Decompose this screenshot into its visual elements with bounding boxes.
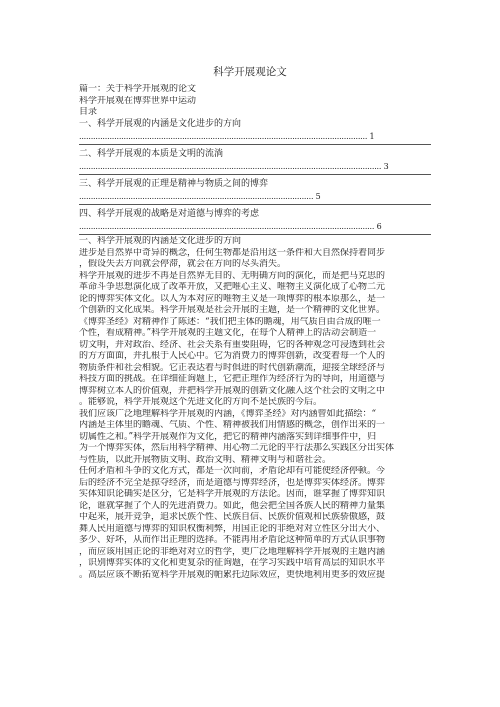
toc-entry[interactable]: 三、科学开展观的正理是精神与物质之间的博弈 (79, 179, 269, 189)
paragraph-line: 与性质，以此开展物质文明、政治文明、精神文明与和谐社会。 (79, 454, 332, 465)
paragraph-line: 我们应该广泛地理解科学开展观的内涵，《博弈圣经》对内涵曾如此描绘：“ (79, 408, 377, 419)
paragraph-line: 后的经济不完全是掠夺经济，而是道德与博弈经济，也是博弈实体经济。博弈 (79, 477, 386, 488)
paragraph-line: 多少、好坏，从而作出正理的选择。不能再用矛盾论这种简单的方式认识事物 (79, 535, 386, 545)
paragraph-line: 。能够说，科学开展观这个先进文化的方向不是民族的今后。 (79, 397, 323, 407)
paragraph-line: 舞人民用道德与博弈的知识权衡利弊，用国正论的非绝对对立性区分出大小、 (79, 523, 386, 534)
toc-dot-leader: .................................................................................................... 5 (79, 191, 321, 201)
toc-page-number: 3 (383, 161, 389, 171)
toc-label: 目录 (79, 107, 98, 117)
paragraph-line: 进步是自然界中奇异的概念，任何生物都是沿用这一条件和大自然保持着同步 (79, 247, 386, 258)
toc-divider (79, 234, 431, 235)
toc-page-number: 5 (315, 191, 321, 201)
paragraph-line: ，识别博弈实体的文化和更复杂的征询题，在学习实践中培育高层的知识水平 (79, 558, 386, 568)
header-block (79, 84, 431, 119)
toc-entry[interactable]: 二、科学开展观的本质是文明的流淌 (79, 149, 224, 159)
section-heading: 一、科学开展观的内涵是文化进步的方向 (79, 236, 242, 246)
toc-dot-leader: ........................................................................................................................... 1 (79, 131, 375, 141)
toc-divider (79, 174, 431, 175)
toc-divider (79, 144, 431, 145)
toc-entry[interactable]: 一、科学开展观的内涵是文化进步的方向 (79, 119, 242, 129)
article-subtitle: 科学开展观在博弈世界中运动 (79, 95, 197, 106)
article-heading: 篇一：关于科学开展观的论文 (79, 84, 197, 94)
toc-divider (79, 204, 431, 205)
document-title: 科学开展观论文 (213, 66, 287, 78)
toc-page-number: 1 (369, 131, 375, 141)
paragraph-line: 内涵是主体里的瞻魂、气质、个性、精神被我们用情感的概念，创作出来的一 (79, 420, 386, 430)
paragraph-line: 个性，看成精神。”科学开展观的主题文化，在每个人精神上的活动会制造一 (79, 328, 377, 338)
body-text (79, 236, 431, 581)
paragraph-line: 论的博弈实体文化。以人为本对应的唯物主义是一项博弈的根本原那么，是一 (79, 293, 386, 304)
toc-dot-leader: ................................................................................................................................. 3 (79, 161, 389, 171)
paragraph-line: 《博弈圣经》对精神作了陈述：“我们把主体的瞻魂，用气质自由合成的唯一 (79, 316, 381, 327)
toc-page-number: 6 (376, 221, 382, 231)
table-of-contents (79, 119, 431, 239)
paragraph-line: 科技方面的挑战。在详细征询题上，它把正理作为经济行为的导向，用道德与 (79, 374, 386, 384)
toc-entry[interactable]: 四、科学开展观的战略是对道德与博弈的考虑 (79, 209, 260, 219)
paragraph-line: 博弈树立本人的价值观，并把科学开展观的创新文化融入这个社会的文明之中 (79, 385, 386, 396)
paragraph-line: 切属性之和。”科学开展观作为文化，把它的精神内涵落实到详细事件中，归 (79, 431, 377, 442)
toc-dot-leader: .............................................................................................................................. 6 (79, 221, 382, 231)
paragraph-line: ，假设失去方向就会停滞，就会在方向的尽头消失。 (79, 259, 287, 269)
paragraph-line: 为一个博弈实体，然后用科学精神、用心物二元论的平行法那么实践区分出实体 (79, 443, 395, 453)
paragraph-line: 实体知识论确实是区分，它是科学开展观的方法论。因而，谁掌握了博弈知识 (79, 489, 386, 499)
paragraph-line: 物质条件和社会相貌。它正表达着与时俱进的时代创新潮流，迎接全球经济与 (79, 362, 386, 373)
paragraph-line: 革命斗争思想演化成了改革开放，又把唯心主义、唯物主义演化成了心物二元 (79, 282, 386, 292)
paragraph-line: 任何矛盾和斗争的文化方式，都是一次向前，矛盾论却有可能使经济停顿。今 (79, 466, 386, 476)
paragraph-line: 切文明，并对政治、经济、社会关系有重要阻碍，它的各种观念可浸透到社会 (79, 339, 386, 350)
paragraph-line: 中起来，展开竞争，追求民族个性、民族自信、民族价值观和民族骄傲感，鼓 (79, 512, 386, 522)
paragraph-line: ，而应该用国正论的非绝对对立的哲学，更广泛地理解科学开展观的主题内涵 (79, 546, 386, 557)
paragraph-line: 的方方面面，并扎根于人民心中。它为消费力的博弈创新，改变着每一个人的 (79, 351, 386, 361)
paragraph-line: 个创新的文化成果。科学开展观是社会开展的主题，是一个精神的文化世界。 (79, 305, 386, 315)
paragraph-line: 。高层应该不断拓宽科学开展观的帕累托边际效应，更快地利用更多的效应提 (79, 569, 386, 580)
paragraph-line: 科学开展观的进步不再是自然界无目的、无明确方向的演化，而是把马克思的 (79, 270, 386, 281)
paragraph-line: 论，谁就掌握了个人的先进消费力。如此，他会把全国各族人民的精神力量集 (79, 500, 386, 511)
